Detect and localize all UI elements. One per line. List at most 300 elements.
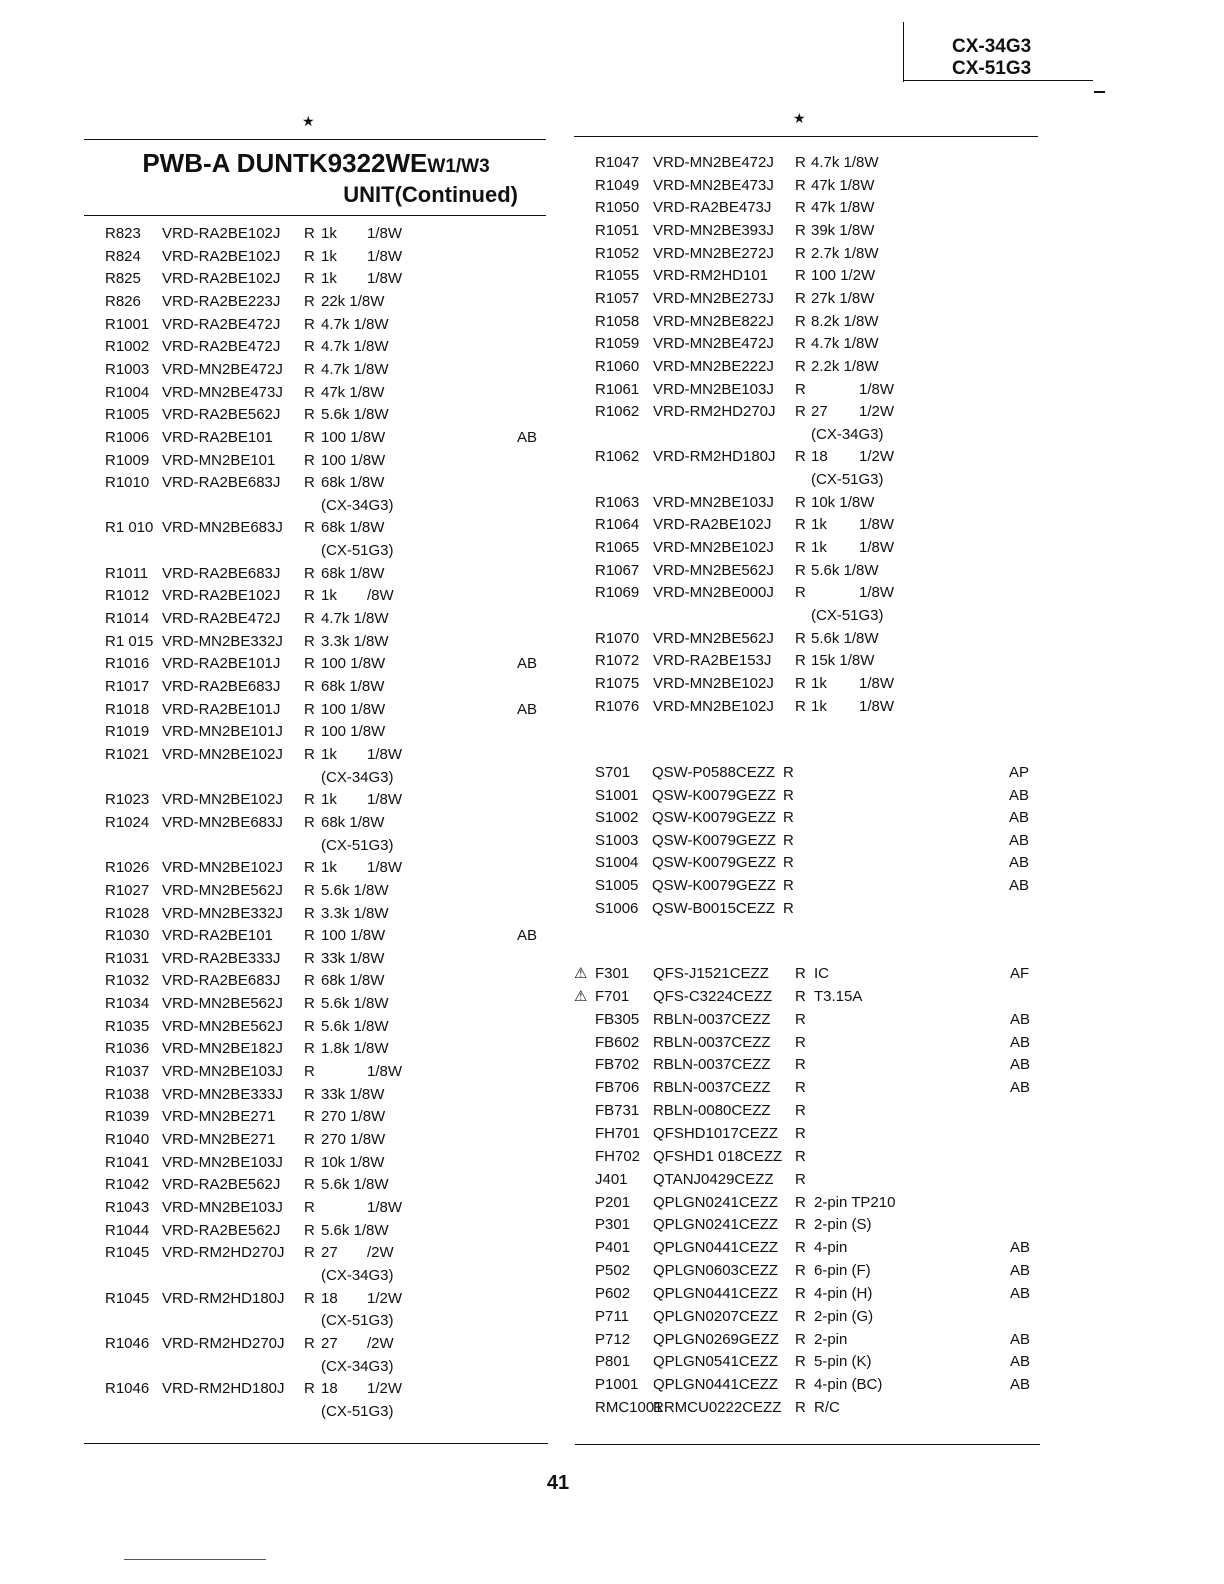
part-type: R [795, 448, 806, 466]
part-value: 47k 1/8W [811, 199, 875, 217]
part-number: VRD-MN2BE683J [162, 519, 283, 537]
ref-designator: FB731 [595, 1102, 640, 1120]
part-number: VRD-RA2BE101 [162, 927, 273, 945]
part-type: R [795, 1216, 806, 1234]
part-rating: /8W [367, 587, 394, 605]
header-horizontal-rule [903, 80, 1093, 81]
part-type: R [795, 1262, 806, 1280]
part-type: R [304, 383, 315, 401]
part-number: VRD-RA2BE473J [653, 199, 772, 217]
part-number: VRD-RM2HD270J [162, 1334, 285, 1352]
warning-icon: ⚠ [574, 965, 588, 982]
part-number: VRD-MN2BE562J [653, 629, 774, 647]
part-description: 2-pin [814, 1330, 848, 1348]
part-type: R [304, 859, 315, 877]
part-number: VRD-RA2BE683J [162, 678, 281, 695]
part-rating: 1/8W [859, 380, 895, 398]
part-number: QFSHD1017CEZZ [653, 1124, 779, 1142]
part-type: R [304, 1108, 315, 1126]
part-value: 270 1/8W [321, 1108, 386, 1126]
part-number: VRD-MN2BE101 [162, 451, 276, 469]
ref-designator: R1070 [595, 629, 640, 647]
ref-designator: R1059 [595, 335, 640, 353]
ref-designator: R1050 [595, 199, 640, 217]
ref-designator: R1051 [595, 221, 640, 239]
part-description: 5-pin (K) [814, 1353, 872, 1371]
part-number: VRD-RM2HD101 [653, 267, 769, 285]
part-rating: 1/8W [367, 225, 403, 242]
part-value: 100 1/8W [321, 927, 386, 945]
part-value: (CX-34G3) [811, 425, 884, 443]
part-type: R [304, 270, 315, 288]
part-value: 5.6k 1/8W [321, 881, 389, 899]
part-number: VRD-MN2BE562J [653, 561, 774, 579]
section-title-suffix: W1/W3 [427, 156, 490, 177]
part-value: 100 1/8W [321, 723, 386, 741]
part-type: R [795, 1353, 806, 1371]
part-value: 1k [811, 539, 827, 557]
part-type: R [795, 674, 806, 692]
part-value: 1k [811, 674, 827, 692]
price-code: AB [1010, 1353, 1031, 1371]
ref-designator: R824 [105, 247, 141, 265]
part-type: R [795, 1170, 806, 1188]
part-type: R [783, 764, 794, 781]
part-number: VRD-MN2BE103J [653, 493, 774, 511]
part-type: R [795, 199, 806, 217]
part-type: R [783, 877, 794, 894]
part-value: 1.8k 1/8W [321, 1040, 389, 1058]
part-value: 18 [321, 1289, 338, 1307]
ref-designator: R1010 [105, 474, 150, 492]
part-value: 1k [321, 247, 337, 265]
part-number: VRD-MN2BE102J [653, 697, 774, 715]
part-type: R [304, 338, 315, 356]
part-number: VRD-MN2BE472J [162, 360, 283, 378]
part-type: R [795, 1033, 806, 1051]
ref-designator: R1063 [595, 493, 640, 511]
ref-designator: R1034 [105, 995, 150, 1013]
part-type: R [304, 632, 315, 650]
ref-designator: RMC1001 [595, 1399, 663, 1417]
part-value: 33k 1/8W [321, 949, 385, 967]
ref-designator: P502 [595, 1262, 631, 1280]
part-description: 6-pin (F) [814, 1262, 871, 1280]
price-code: AB [517, 927, 538, 945]
ref-designator: R1069 [595, 584, 640, 602]
ref-designator: R1065 [595, 539, 640, 557]
part-type: R [304, 678, 315, 695]
ref-designator: FH702 [595, 1147, 641, 1165]
part-value: 4.7k 1/8W [321, 610, 389, 628]
ref-designator: R1005 [105, 406, 150, 424]
ref-designator: R1012 [105, 587, 150, 605]
part-type: R [304, 247, 315, 265]
part-number: QPLGN0241CEZZ [653, 1216, 779, 1234]
part-number: VRD-MN2BE683J [162, 813, 283, 831]
part-value: 100 1/8W [321, 655, 386, 673]
part-number: QPLGN0541CEZZ [653, 1353, 779, 1371]
part-rating: 1/2W [859, 448, 895, 466]
part-type: R [304, 474, 315, 492]
part-number: QTANJ0429CEZZ [653, 1170, 774, 1188]
part-value: 100 1/8W [321, 428, 386, 446]
part-type: R [795, 1056, 806, 1074]
header-dash [1094, 91, 1105, 93]
ref-designator: R1043 [105, 1198, 150, 1216]
part-number: VRD-MN2BE000J [653, 584, 774, 602]
part-type: R [795, 965, 806, 982]
part-type: R [795, 289, 806, 307]
part-number: VRD-RA2BE472J [162, 315, 281, 333]
ref-designator: FB305 [595, 1010, 640, 1028]
part-number: RBLN-0037CEZZ [653, 1056, 771, 1074]
part-value: 3.3k 1/8W [321, 632, 389, 650]
ref-designator: R1067 [595, 561, 640, 579]
part-type: R [304, 360, 315, 378]
page-number: 41 [546, 1472, 570, 1494]
ref-designator: R1044 [105, 1221, 150, 1239]
part-rating: 1/8W [859, 539, 895, 557]
ref-designator: R1055 [595, 267, 640, 285]
ref-designator: R1011 [105, 564, 149, 582]
part-value: (CX-51G3) [321, 836, 394, 854]
part-type: R [304, 564, 315, 582]
part-type: R [304, 1085, 315, 1103]
ref-designator: R1049 [595, 176, 640, 194]
part-value: 100 1/2W [811, 267, 876, 285]
part-type: R [304, 700, 315, 718]
part-number: VRD-MN2BE472J [653, 154, 774, 171]
part-number: VRD-MN2BE182J [162, 1040, 283, 1058]
ref-designator: R1075 [595, 674, 640, 692]
part-number: QSW-P0588CEZZ [652, 764, 776, 781]
part-type: R [304, 949, 315, 967]
part-type: R [304, 1289, 315, 1307]
part-number: QPLGN0269GEZZ [653, 1330, 779, 1348]
part-value: 27 [811, 403, 828, 421]
part-type: R [795, 629, 806, 647]
part-value: 270 1/8W [321, 1131, 386, 1148]
right-bottom-rule [575, 1444, 1040, 1445]
part-value: (CX-51G3) [321, 542, 394, 560]
ref-designator: P301 [595, 1216, 631, 1234]
part-number: VRD-RA2BE101J [162, 700, 281, 718]
ref-designator: F701 [595, 987, 630, 1005]
price-code: AB [1010, 1376, 1031, 1394]
part-value: 33k 1/8W [321, 1085, 385, 1103]
part-description: R/C [814, 1399, 840, 1417]
part-rating: /2W [367, 1334, 394, 1352]
part-value: 100 1/8W [321, 451, 386, 469]
part-value: 5.6k 1/8W [321, 1176, 389, 1194]
price-code: AB [1010, 1033, 1031, 1051]
part-type: R [304, 745, 315, 763]
part-value: 18 [811, 448, 828, 466]
left-bottom-rule [84, 1443, 548, 1444]
ref-designator: R1014 [105, 610, 150, 628]
part-number: VRD-MN2BE562J [162, 995, 283, 1013]
ref-designator: R1036 [105, 1040, 150, 1058]
part-number: VRD-MN2BE332J [162, 904, 283, 922]
part-value: (CX-34G3) [321, 496, 394, 514]
part-number: VRD-MN2BE562J [162, 1017, 283, 1035]
part-number: VRD-RA2BE102J [653, 516, 772, 534]
warning-icon: ⚠ [574, 987, 588, 1005]
part-value: 1k [321, 270, 337, 288]
part-value: 27k 1/8W [811, 289, 875, 307]
section-title-main: PWB-A DUNTK9322WE [142, 148, 428, 178]
part-number: VRD-RA2BE101 [162, 428, 273, 446]
part-type: R [304, 315, 315, 333]
ref-designator: R1046 [105, 1334, 150, 1352]
ref-designator: R1058 [595, 312, 640, 330]
part-type: R [304, 881, 315, 899]
ref-designator: R1 010 [105, 519, 154, 537]
part-number: VRD-RA2BE683J [162, 972, 281, 990]
part-number: QPLGN0207CEZZ [653, 1307, 779, 1325]
ref-designator: R1021 [105, 745, 150, 763]
part-number: VRD-MN2BE273J [653, 289, 774, 307]
ref-designator: R1052 [595, 244, 640, 262]
part-type: R [795, 539, 806, 557]
part-type: R [304, 904, 315, 922]
ref-designator: R1019 [105, 723, 150, 741]
part-type: R [304, 451, 315, 469]
part-value: (CX-51G3) [321, 1402, 394, 1420]
part-type: R [304, 972, 315, 990]
part-type: R [795, 176, 806, 194]
part-value: (CX-51G3) [811, 471, 884, 489]
part-value: 5.6k 1/8W [321, 406, 389, 424]
part-type: R [795, 221, 806, 239]
part-number: VRD-MN2BE822J [653, 312, 774, 330]
part-number: VRD-MN2BE102J [162, 859, 283, 877]
part-value: 68k 1/8W [321, 474, 385, 492]
part-description: 2-pin (S) [814, 1216, 872, 1234]
part-value: 2.2k 1/8W [811, 357, 879, 375]
ref-designator: FB706 [595, 1079, 640, 1097]
part-type: R [795, 403, 806, 421]
part-value: 27 [321, 1244, 338, 1262]
part-type: R [795, 1193, 806, 1211]
part-type: R [304, 1334, 315, 1352]
part-number: VRD-MN2BE272J [653, 244, 774, 262]
part-number: VRD-RA2BE472J [162, 338, 281, 356]
title-underline [84, 215, 546, 216]
ref-designator: P711 [595, 1307, 629, 1325]
part-value: 47k 1/8W [321, 383, 385, 401]
part-number: VRD-RA2BE101J [162, 655, 281, 673]
part-description: IC [814, 965, 829, 982]
part-value: 15k 1/8W [811, 652, 875, 670]
ref-designator: R1064 [595, 516, 640, 534]
part-value: 1k [321, 791, 337, 809]
ref-designator: J401 [595, 1170, 628, 1188]
ref-designator: R1045 [105, 1289, 150, 1307]
part-number: VRD-MN2BE222J [653, 357, 774, 375]
part-type: R [795, 493, 806, 511]
price-code: AB [1010, 1010, 1031, 1028]
ref-designator: S1005 [595, 877, 639, 894]
part-number: VRD-RA2BE472J [162, 610, 281, 628]
part-type: R [304, 406, 315, 424]
part-number: VRD-MN2BE103J [162, 1198, 283, 1216]
part-number: VRD-RM2HD180J [653, 448, 776, 466]
part-type: R [795, 987, 806, 1005]
part-value: 4.7k 1/8W [321, 315, 389, 333]
part-rating: 1/8W [367, 791, 403, 809]
part-number: VRD-RM2HD270J [653, 403, 776, 421]
part-type: R [795, 380, 806, 398]
part-number: VRD-MN2BE103J [162, 1063, 283, 1081]
ref-designator: R1047 [595, 154, 640, 171]
part-number: QSW-K0079GEZZ [652, 786, 776, 804]
section-title [86, 148, 546, 179]
part-type: R [304, 1153, 315, 1171]
part-rating: 1/2W [859, 403, 895, 421]
part-type: R [304, 1131, 315, 1148]
part-number: VRD-MN2BE472J [653, 335, 774, 353]
part-value: 4.7k 1/8W [811, 154, 879, 171]
ref-designator: R1023 [105, 791, 150, 809]
part-type: R [795, 1147, 806, 1165]
part-value: 1k [321, 745, 337, 763]
part-rating: 1/8W [367, 1063, 403, 1081]
part-number: VRD-MN2BE102J [162, 745, 283, 763]
ref-designator: R1042 [105, 1176, 150, 1194]
ref-designator: R1035 [105, 1017, 150, 1035]
right-top-rule [574, 136, 1038, 137]
ref-designator: P401 [595, 1239, 631, 1257]
part-type: R [304, 1063, 315, 1081]
part-description: 2-pin (G) [814, 1307, 874, 1325]
ref-designator: R1041 [105, 1153, 150, 1171]
part-rating: 1/8W [367, 745, 403, 763]
part-value: 1k [811, 516, 827, 534]
part-type: R [304, 225, 315, 242]
part-number: VRD-MN2BE333J [162, 1085, 283, 1103]
ref-designator: R825 [105, 270, 141, 288]
part-description: T3.15A [814, 987, 863, 1005]
part-number: QSW-K0079GEZZ [652, 877, 776, 894]
part-number: QPLGN0241CEZZ [653, 1193, 779, 1211]
part-value: 5.6k 1/8W [811, 561, 879, 579]
ref-designator: P602 [595, 1284, 631, 1302]
part-value: 27 [321, 1334, 338, 1352]
part-number: VRD-MN2BE103J [162, 1153, 283, 1171]
part-type: R [795, 1079, 806, 1097]
part-type: R [304, 428, 315, 446]
part-number: VRD-MN2BE393J [653, 221, 774, 239]
ref-designator: R1072 [595, 652, 640, 670]
part-value: 68k 1/8W [321, 813, 385, 831]
ref-designator: P1001 [595, 1376, 639, 1394]
price-code: AB [1010, 1079, 1031, 1097]
ref-designator: P801 [595, 1353, 631, 1371]
part-value: 100 1/8W [321, 700, 386, 718]
ref-designator: S1003 [595, 831, 639, 849]
part-value: 5.6k 1/8W [811, 629, 879, 647]
part-type: R [304, 1380, 315, 1398]
part-number: VRD-MN2BE102J [653, 539, 774, 557]
ref-designator: R1062 [595, 403, 640, 421]
part-type: R [304, 1244, 315, 1262]
part-rating: /2W [367, 1244, 394, 1262]
part-number: VRD-RA2BE562J [162, 406, 281, 424]
part-rating: 1/2W [367, 1289, 403, 1307]
ref-designator: R1001 [105, 315, 150, 333]
part-number: VRD-MN2BE102J [162, 791, 283, 809]
part-rating: 1/8W [859, 674, 895, 692]
ref-designator: R1037 [105, 1063, 150, 1081]
price-code: AB [1010, 1239, 1031, 1257]
part-type: R [795, 357, 806, 375]
price-code: AB [517, 428, 538, 446]
ref-designator: R1024 [105, 813, 150, 831]
part-value: 5.6k 1/8W [321, 1017, 389, 1035]
part-value: (CX-51G3) [321, 1312, 394, 1330]
part-value: 5.6k 1/8W [321, 1221, 389, 1239]
ref-designator: S1001 [595, 786, 639, 804]
left-top-rule [84, 139, 546, 140]
part-number: RBLN-0037CEZZ [653, 1033, 771, 1051]
ref-designator: R1027 [105, 881, 150, 899]
part-rating: 1/8W [859, 584, 895, 602]
ref-designator: S1006 [595, 899, 639, 917]
ref-designator: R1028 [105, 904, 150, 922]
part-number: RBLN-0037CEZZ [653, 1010, 771, 1028]
part-rating: 1/8W [859, 516, 895, 534]
ref-designator: R1009 [105, 451, 150, 469]
header-vertical-rule [903, 22, 904, 82]
part-value: 68k 1/8W [321, 972, 385, 990]
ref-designator: R1031 [105, 949, 150, 967]
part-type: R [795, 1376, 806, 1394]
part-value: (CX-34G3) [321, 1357, 394, 1375]
price-code: AB [517, 700, 538, 718]
ref-designator: FB702 [595, 1056, 640, 1074]
part-number: QPLGN0441CEZZ [653, 1284, 779, 1302]
part-value: 22k 1/8W [321, 292, 385, 310]
part-number: VRD-RM2HD270J [162, 1244, 285, 1262]
ref-designator: R1039 [105, 1108, 150, 1126]
part-type: R [795, 244, 806, 262]
ref-designator: R1002 [105, 338, 150, 356]
ref-designator: R1 015 [105, 632, 154, 650]
part-type: R [304, 292, 315, 310]
part-number: VRD-MN2BE271 [162, 1131, 276, 1148]
part-type: R [304, 655, 315, 673]
part-rating: 1/8W [367, 1198, 403, 1216]
part-type: R [304, 1017, 315, 1035]
part-type: R [795, 584, 806, 602]
price-code: AB [1009, 809, 1030, 827]
part-number: QSW-K0079GEZZ [652, 831, 776, 849]
part-type: R [304, 1176, 315, 1194]
price-code: AB [1010, 1284, 1031, 1302]
model-number: CX-34G3 [952, 36, 1032, 57]
part-number: QFS-C3224CEZZ [653, 987, 773, 1005]
part-type: R [304, 610, 315, 628]
part-type: R [304, 519, 315, 537]
part-value: 47k 1/8W [811, 176, 875, 194]
price-code: AB [1009, 877, 1030, 894]
ref-designator: R1061 [595, 380, 640, 398]
part-value: 10k 1/8W [811, 493, 875, 511]
part-number: VRD-RA2BE683J [162, 564, 281, 582]
part-description: 4-pin (H) [814, 1284, 873, 1302]
